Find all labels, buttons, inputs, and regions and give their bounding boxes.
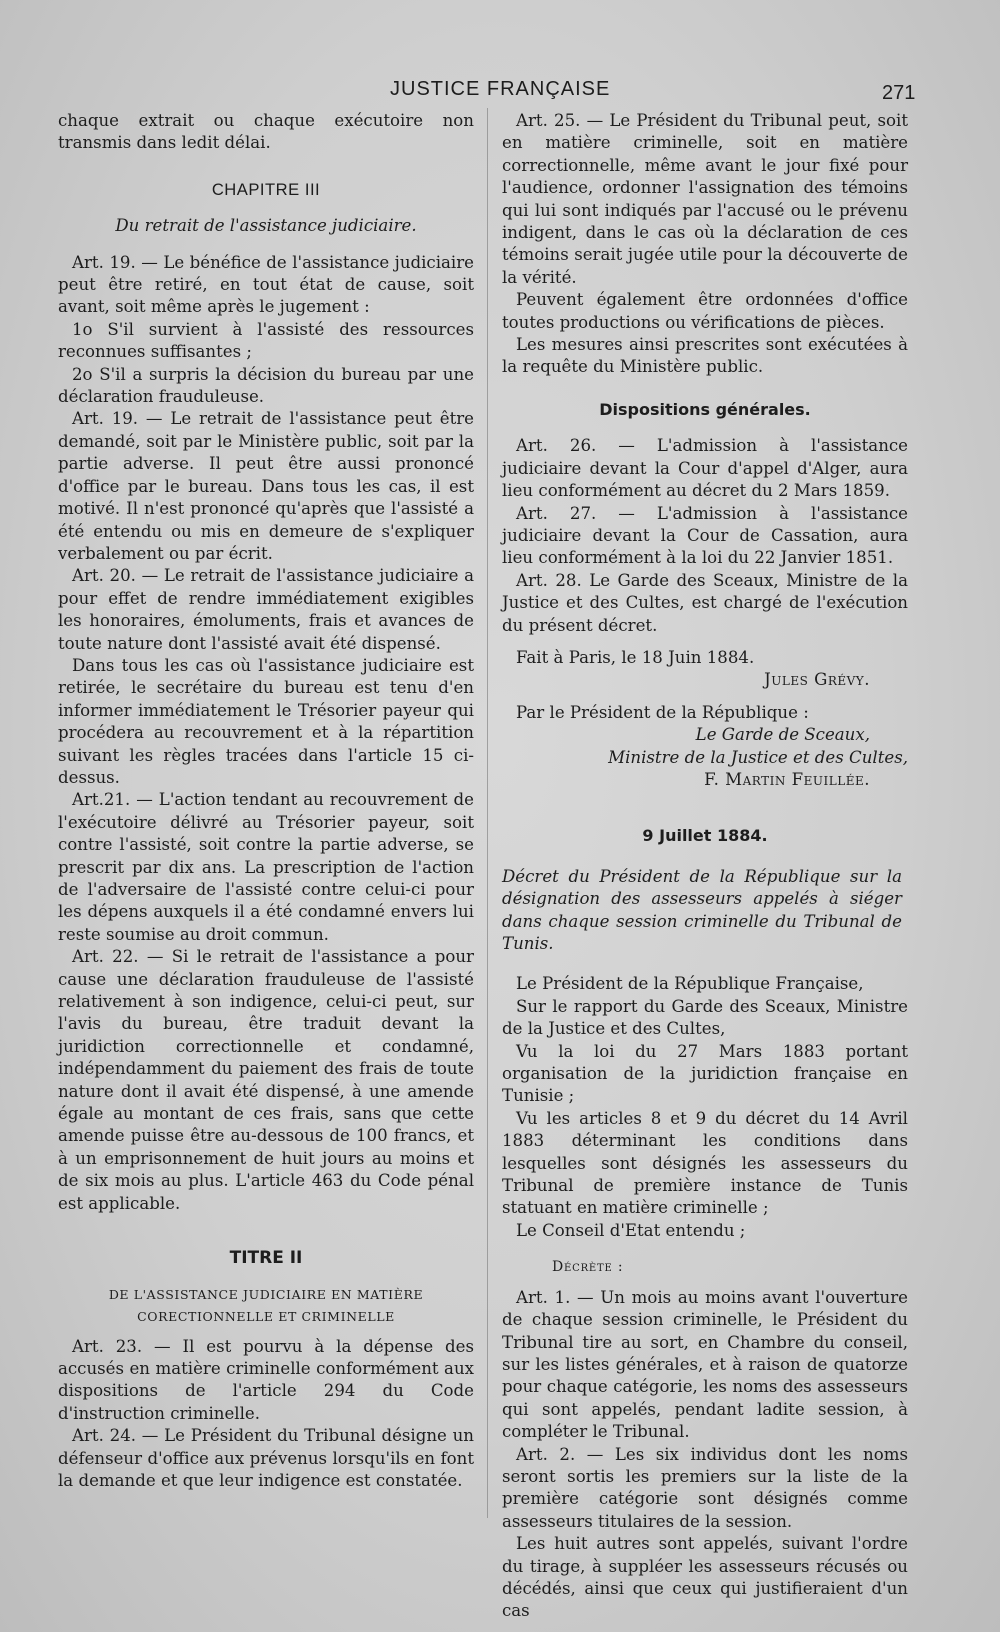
decree-title: Décret du Président de la République sur la désignation des assesseurs appelés à siéger dans chaque session criminelle du Tribunal de Tunis.	[502, 866, 902, 953]
signature-martin-feuillee: F. Martin Feuillée.	[704, 769, 870, 789]
chapter-heading: CHAPITRE III	[211, 179, 321, 199]
article-23: Art. 23. — Il est pourvu à la dépense des accusés en matière criminelle conformément aux dispositions de l'article 294 du Code d'instruction criminelle.	[58, 1336, 474, 1423]
article-24: Art. 24. — Le Président du Tribunal désigne un défenseur d'office aux prévenus lorsqu'ils en font la demande et que leur indigence est constatée.	[58, 1426, 474, 1490]
article-26: Art. 26. — L'admission à l'assistance judiciaire devant la Cour d'appel d'Alger, aura lieu conformément au décret du 2 Mars 1859.	[502, 436, 908, 501]
left-column	[58, 110, 474, 1492]
par-le-president: Par le Président de la République :	[516, 702, 809, 722]
decrete-heading: Décrète :	[552, 1259, 624, 1276]
article-20: Art. 20. — Le retrait de l'assistance judiciaire a pour effet de rendre immédiatement exigibles les honoraires, émoluments, frais et avances de toute nature dont l'assisté avait été dispensé.	[58, 566, 474, 653]
date-heading: 9 Juillet 1884.	[642, 826, 768, 846]
article-19-item-1: 1o S'il survient à l'assisté des ressources reconnues suffisantes ;	[58, 319, 474, 362]
article-21: Art.21. — L'action tendant au recouvrement de l'exécutoire délivré au Trésorier payeur, soit contre l'assisté, soit contre la partie adverse, se prescrit par dix ans. La prescription de l'action de l'adversaire de l'assisté contre celui-ci pour les dépens auxquels il a été condamné envers lui reste soumise au droit commun.	[58, 790, 474, 944]
article-25-paragraph-3: Les mesures ainsi prescrites sont exécutées à la requête du Ministère public.	[502, 335, 908, 377]
page-number: 271	[882, 82, 916, 104]
titre-subtitle: DE L'ASSISTANCE JUDICIAIRE EN MATIÈRE CORECTIONNELLE ET CRIMINELLE	[108, 1286, 424, 1324]
article-19a: Art. 19. — Le bénéfice de l'assistance judiciaire peut être retiré, en tout état de cause, soit avant, soit même après le jugement :	[58, 252, 474, 317]
preamble-2: Sur le rapport du Garde des Sceaux, Ministre de la Justice et des Cultes,	[502, 996, 908, 1039]
preamble-4: Vu les articles 8 et 9 du décret du 14 Avril 1883 déterminant les conditions dans lesquelles sont désignés les assesseurs du Tribunal de première instance de Tunis statuant en matière criminelle ;	[502, 1108, 908, 1218]
chapter-subtitle: Du retrait de l'assistance judiciaire.	[115, 216, 417, 236]
running-head	[0, 78, 1000, 104]
fait-a-paris: Fait à Paris, le 18 Juin 1884.	[516, 647, 755, 667]
intro-paragraph: chaque extrait ou chaque exécutoire non transmis dans ledit délai.	[58, 111, 474, 153]
garde-line-2: Ministre de la Justice et des Cultes,	[608, 747, 908, 767]
article-25: Art. 25. — Le Président du Tribunal peut, soit en matière criminelle, soit en matière correctionnelle, même avant le jour fixé pour l'audience, ordonner l'assignation des témoins qui lui sont indiqués par l'accusé ou le prévenu indigent, dans le cas où la déclaration de ces témoins serait jugée utile pour la découverte de la vérité.	[502, 111, 908, 287]
dispositions-heading: Dispositions générales.	[599, 399, 811, 419]
column-divider	[487, 108, 488, 1518]
garde-line-1: Le Garde de Sceaux,	[695, 725, 870, 745]
article-22: Art. 22. — Si le retrait de l'assistance a pour cause une déclaration frauduleuse de l'assisté relativement à son indigence, celui-ci peut, sur l'avis du bureau, être traduit devant la juridiction correctionnelle et condamné, indépendamment du paiement des frais de toute nature dont il avait été dispensé, à une amende égale au montant de ces frais, sans que cette amende puisse être au-dessous de 100 francs, et à un emprisonnement de huit jours au moins et de six mois au plus. L'article 463 du Code pénal est applicable.	[58, 947, 474, 1213]
article-27: Art. 27. — L'admission à l'assistance judiciaire devant la Cour de Cassation, aura lieu conformément à la loi du 22 Janvier 1851.	[502, 503, 908, 568]
article-25-paragraph-2: Peuvent également être ordonnées d'office toutes productions ou vérifications de pièces.	[502, 290, 908, 332]
article-28: Art. 28. Le Garde des Sceaux, Ministre de la Justice et des Cultes, est chargé de l'exécution du présent décret.	[502, 570, 908, 635]
titre-heading: TITRE II	[229, 1248, 303, 1269]
decree-article-1: Art. 1. — Un mois au moins avant l'ouverture de chaque session criminelle, le Président du Tribunal tire au sort, en Chambre du conseil, sur les listes générales, et à raison de quatorze pour chaque catégorie, les noms des assesseurs qui sont appelés, pendant ladite session, à compléter le Tribunal.	[502, 1287, 908, 1442]
decree-article-2-paragraph-2: Les huit autres sont appelés, suivant l'ordre du tirage, à suppléer les assesseurs récusés ou décédés, ainsi que ceux qui justifieraient d'un cas	[502, 1534, 908, 1621]
preamble-5: Le Conseil d'Etat entendu ;	[516, 1220, 746, 1240]
article-19-item-2: 2o S'il a surpris la décision du bureau par une déclaration frauduleuse.	[58, 364, 474, 407]
article-19b: Art. 19. — Le retrait de l'assistance peut être demandé, soit par le Ministère public, soit par la partie adverse. Il peut être aussi prononcé d'office par le bureau. Dans tous les cas, il est motivé. Il n'est prononcé qu'après que l'assisté a été entendu ou mis en demeure de s'expliquer verbalement ou par écrit.	[58, 409, 474, 563]
right-column	[502, 110, 908, 1623]
decree-article-2: Art. 2. — Les six individus dont les noms seront sortis les premiers sur la liste de la première catégorie sont désignés comme assesseurs titulaires de la session.	[502, 1444, 908, 1531]
preamble-3: Vu la loi du 27 Mars 1883 portant organisation de la juridiction française en Tunisie ;	[502, 1041, 908, 1106]
running-title: JUSTICE FRANÇAISE	[390, 78, 611, 100]
preamble-1: Le Président de la République Française,	[516, 974, 864, 994]
signature-grevy: Jules Grévy.	[764, 670, 870, 690]
article-20-paragraph-2: Dans tous les cas où l'assistance judiciaire est retirée, le secrétaire du bureau est tenu d'en informer immédiatement le Trésorier payeur qui procédera au recouvrement et à la répartition suivant les règles tracées dans l'article 15 ci-dessus.	[58, 655, 474, 787]
